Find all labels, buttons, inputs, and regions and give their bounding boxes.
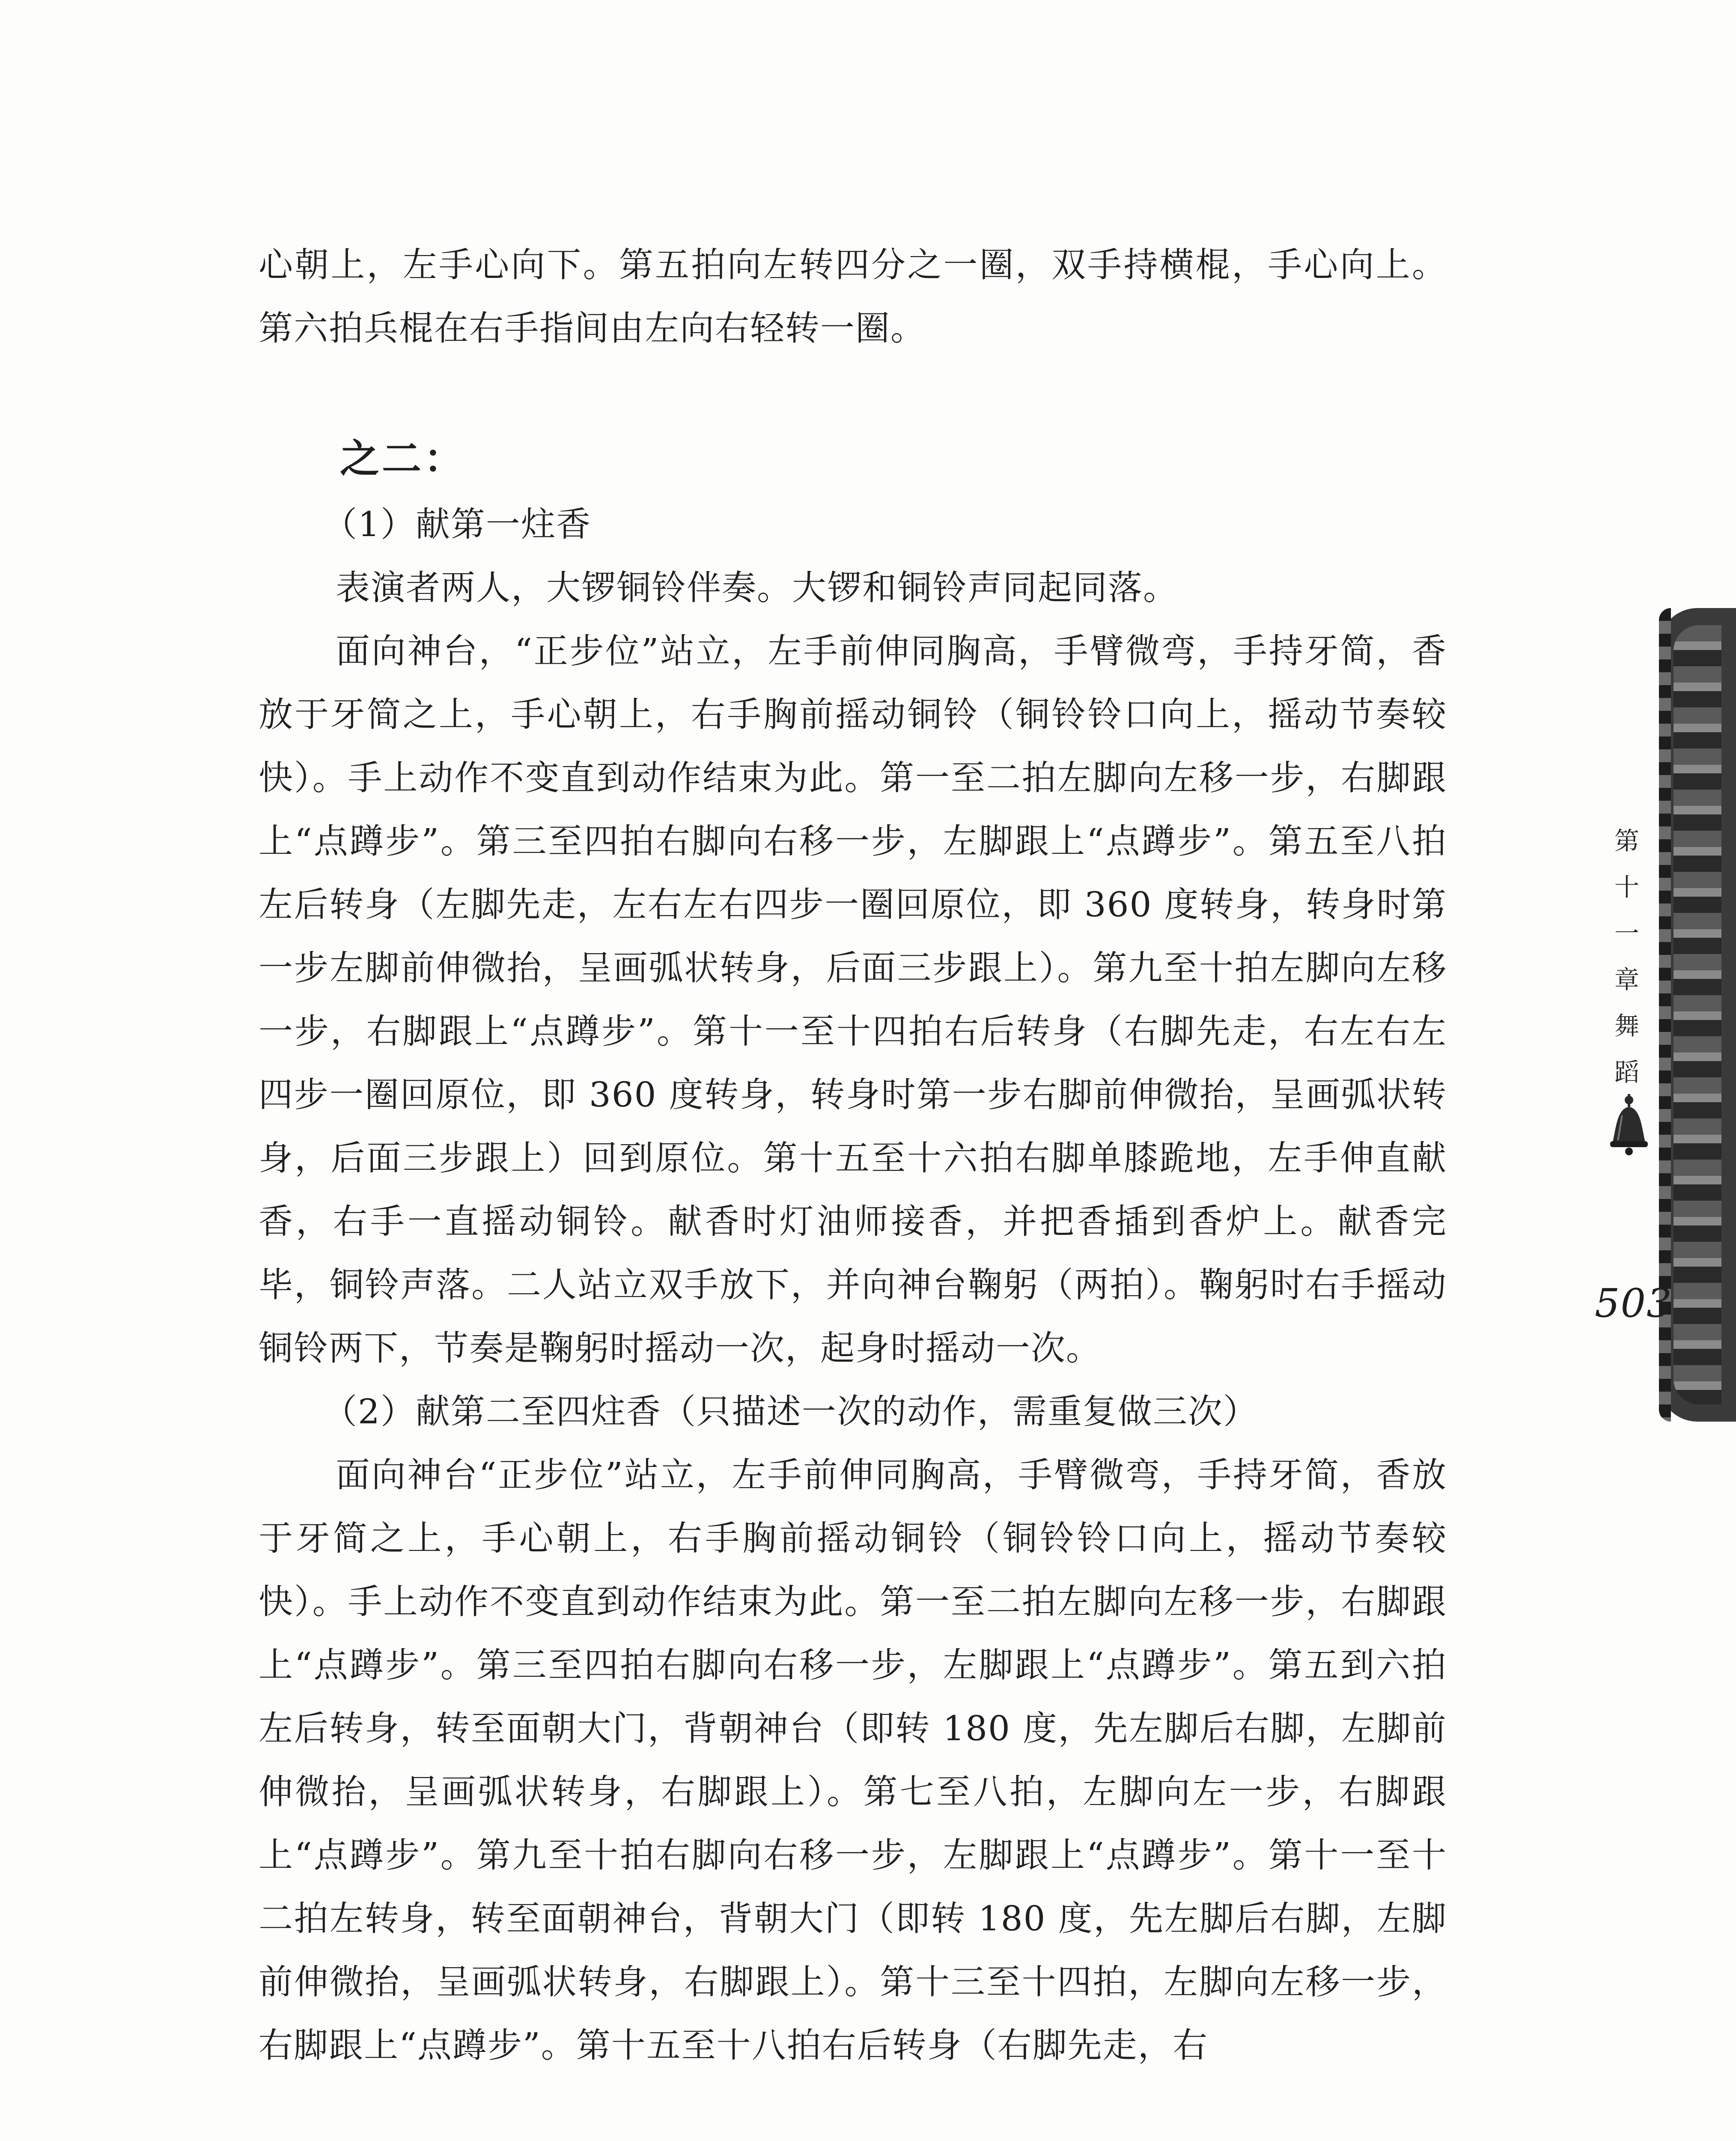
part2-title: （2）献第二至四炷香（只描述一次的动作，需重复做三次）	[323, 1392, 1258, 1431]
part1-paragraph-1: 表演者两人，大锣铜铃伴奏。大锣和铜铃声同起同落。	[336, 568, 1178, 608]
chapter-label	[1608, 818, 1646, 1095]
chapter-char: 第	[1614, 826, 1639, 856]
part1-title: （1）献第一炷香	[323, 504, 591, 544]
chapter-char: 一	[1614, 919, 1639, 948]
intro-paragraph: 心朝上，左手心向下。第五拍向左转四分之一圈，双手持横棍，手心向上。第六拍兵棍在右手指间由左向右轻转一圈。	[259, 245, 1447, 348]
page-number: 503	[1595, 1280, 1673, 1326]
band-inner-pattern	[1673, 625, 1721, 1404]
chapter-char: 蹈	[1614, 1058, 1639, 1087]
chapter-char: 章	[1614, 965, 1639, 994]
section-heading: 之二：	[340, 435, 466, 482]
bell-icon	[1608, 1094, 1650, 1158]
body-text	[259, 233, 1447, 2077]
part2-paragraph-1: 面向神台“正步位”站立，左手前伸同胸高，手臂微弯，手持牙简，香放于牙简之上，手心朝上，右手胸前摇动铜铃（铜铃铃口向上，摇动节奏较快）。手上动作不变直到动作结束为此。第一至二拍左脚向左移一步，右脚跟上“点蹲步”。第三至四拍右脚向右移一步，左脚跟上“点蹲步”。第五到六拍左后转身，转至面朝大门，背朝神台（即转 180 度，先左脚后右脚，左脚前伸微抬，呈画弧状转身，右脚跟上）。第七至八拍，左脚向左一步，右脚跟上“点蹲步”。第九至十拍右脚向右移一步，左脚跟上“点蹲步”。第十一至十二拍左转身，转至面朝神台，背朝大门（即转 180 度，先左脚后右脚，左脚前伸微抬，呈画弧状转身，右脚跟上）。第十三至十四拍，左脚向左移一步，右脚跟上“点蹲步”。第十五至十八拍右后转身（右脚先走，右	[259, 1455, 1447, 2065]
part1-paragraph-2: 面向神台，“正步位”站立，左手前伸同胸高，手臂微弯，手持牙简，香放于牙简之上，手心朝上，右手胸前摇动铜铃（铜铃铃口向上，摇动节奏较快）。手上动作不变直到动作结束为此。第一至二拍左脚向左移一步，右脚跟上“点蹲步”。第三至四拍右脚向右移一步，左脚跟上“点蹲步”。第五至八拍左后转身（左脚先走，左右左右四步一圈回原位，即 360 度转身，转身时第一步左脚前伸微抬，呈画弧状转身，后面三步跟上）。第九至十拍左脚向左移一步，右脚跟上“点蹲步”。第十一至十四拍右后转身（右脚先走，右左右左四步一圈回原位，即 360 度转身，转身时第一步右脚前伸微抬，呈画弧状转身，后面三步跟上）回到原位。第十五至十六拍右脚单膝跪地，左手伸直献香，右手一直摇动铜铃。献香时灯油师接香，并把香插到香炉上。献香完毕，铜铃声落。二人站立双手放下，并向神台鞠躬（两拍）。鞠躬时右手摇动铜铃两下，节奏是鞠躬时摇动一次，起身时摇动一次。	[259, 631, 1447, 1368]
chapter-char: 舞	[1614, 1011, 1639, 1041]
chapter-char: 十	[1614, 873, 1639, 902]
